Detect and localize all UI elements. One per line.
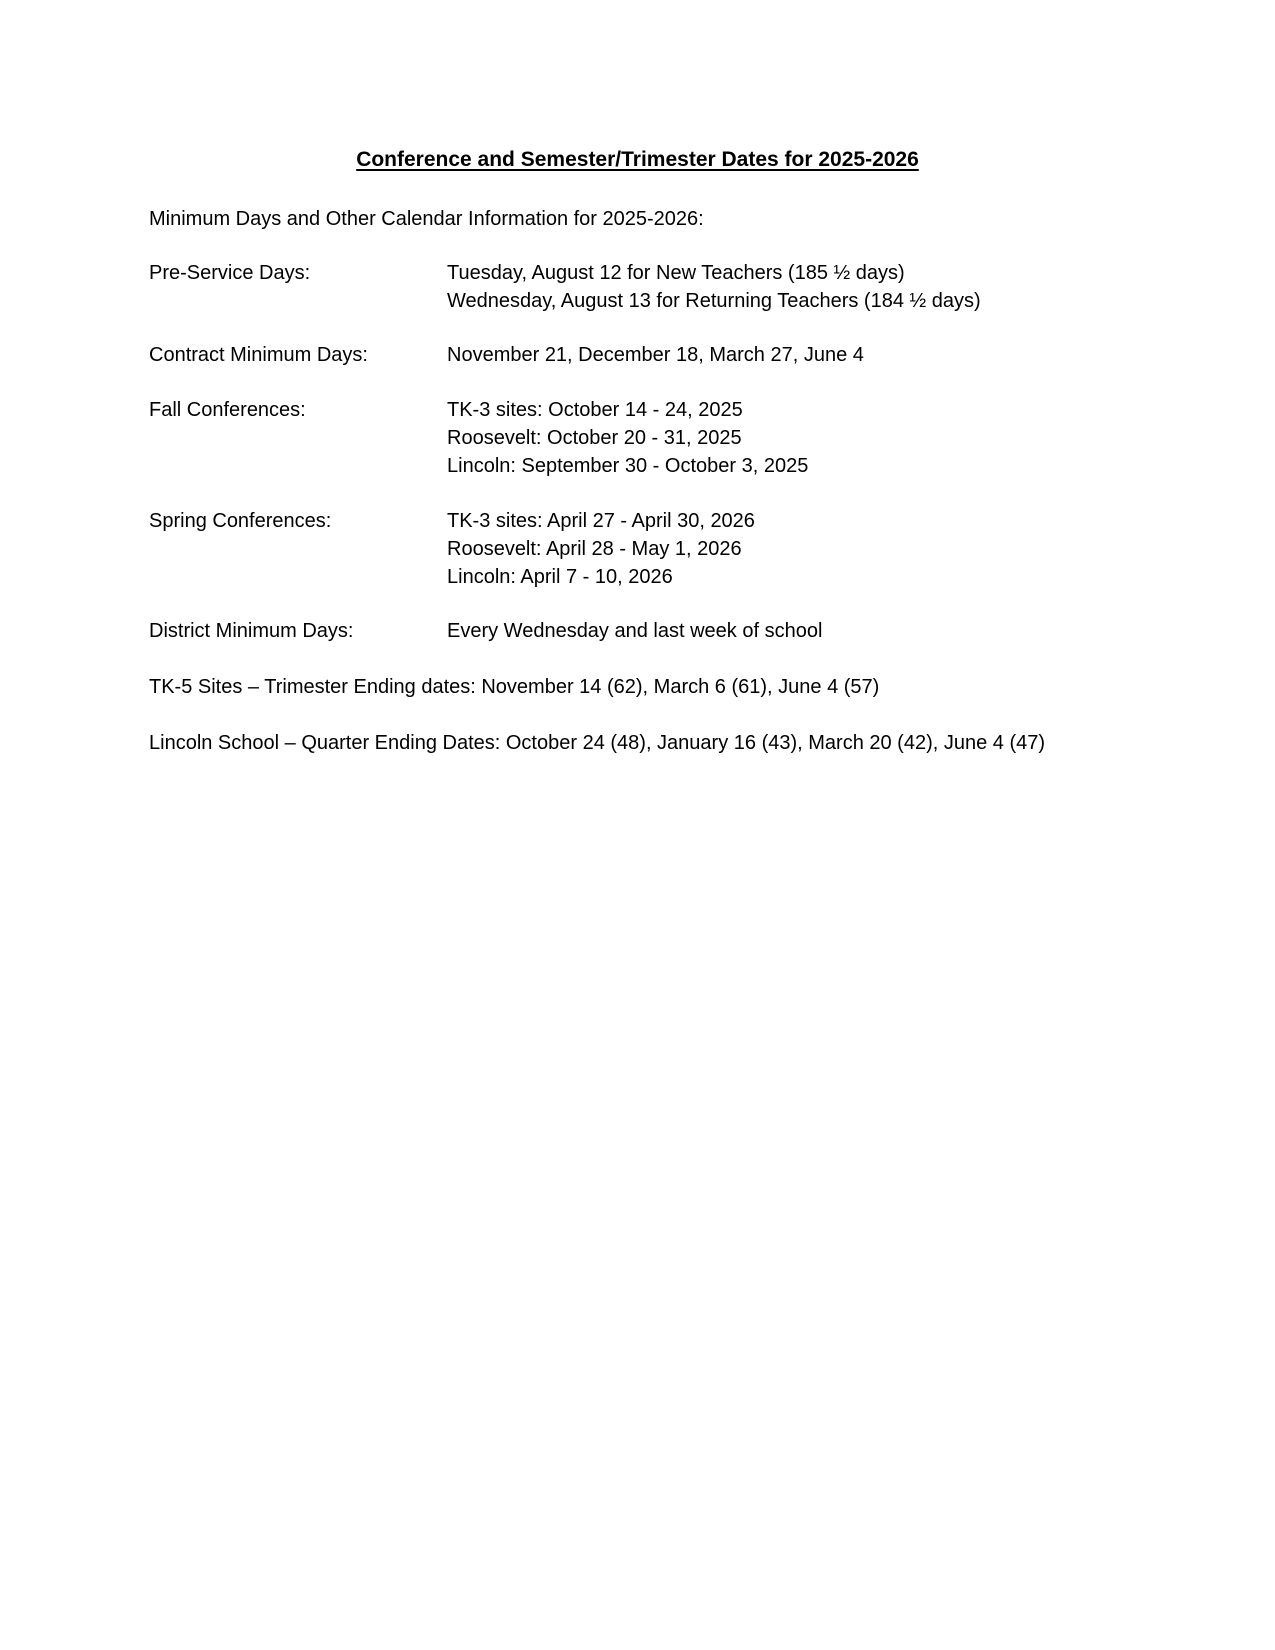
page-title: Conference and Semester/Trimester Dates for 2025-2026 <box>356 148 919 171</box>
fall-conferences-line-2: Roosevelt: October 20 - 31, 2025 <box>447 427 742 449</box>
contract-minimum-label: Contract Minimum Days: <box>149 344 368 366</box>
contract-minimum-value: November 21, December 18, March 27, June 4 <box>447 344 864 366</box>
pre-service-label: Pre-Service Days: <box>149 262 311 284</box>
district-minimum-value: Every Wednesday and last week of school <box>447 620 823 642</box>
intro-text: Minimum Days and Other Calendar Information for 2025-2026: <box>149 208 704 230</box>
spring-conferences-label: Spring Conferences: <box>149 510 332 532</box>
pre-service-line-2: Wednesday, August 13 for Returning Teachers (184 ½ days) <box>447 290 981 312</box>
spring-conferences-line-2: Roosevelt: April 28 - May 1, 2026 <box>447 538 742 560</box>
lincoln-quarter-dates: Lincoln School – Quarter Ending Dates: October 24 (48), January 16 (43), March 20 (42), June 4 (47) <box>149 732 1046 754</box>
fall-conferences-label: Fall Conferences: <box>149 399 306 421</box>
fall-conferences-line-1: TK-3 sites: October 14 - 24, 2025 <box>447 399 743 421</box>
spring-conferences-line-1: TK-3 sites: April 27 - April 30, 2026 <box>447 510 755 532</box>
fall-conferences-line-3: Lincoln: September 30 - October 3, 2025 <box>447 455 809 477</box>
pre-service-line-1: Tuesday, August 12 for New Teachers (185 ½ days) <box>447 262 905 284</box>
tk5-trimester-dates: TK-5 Sites – Trimester Ending dates: November 14 (62), March 6 (61), June 4 (57) <box>149 676 880 698</box>
district-minimum-label: District Minimum Days: <box>149 620 354 642</box>
spring-conferences-line-3: Lincoln: April 7 - 10, 2026 <box>447 566 673 588</box>
